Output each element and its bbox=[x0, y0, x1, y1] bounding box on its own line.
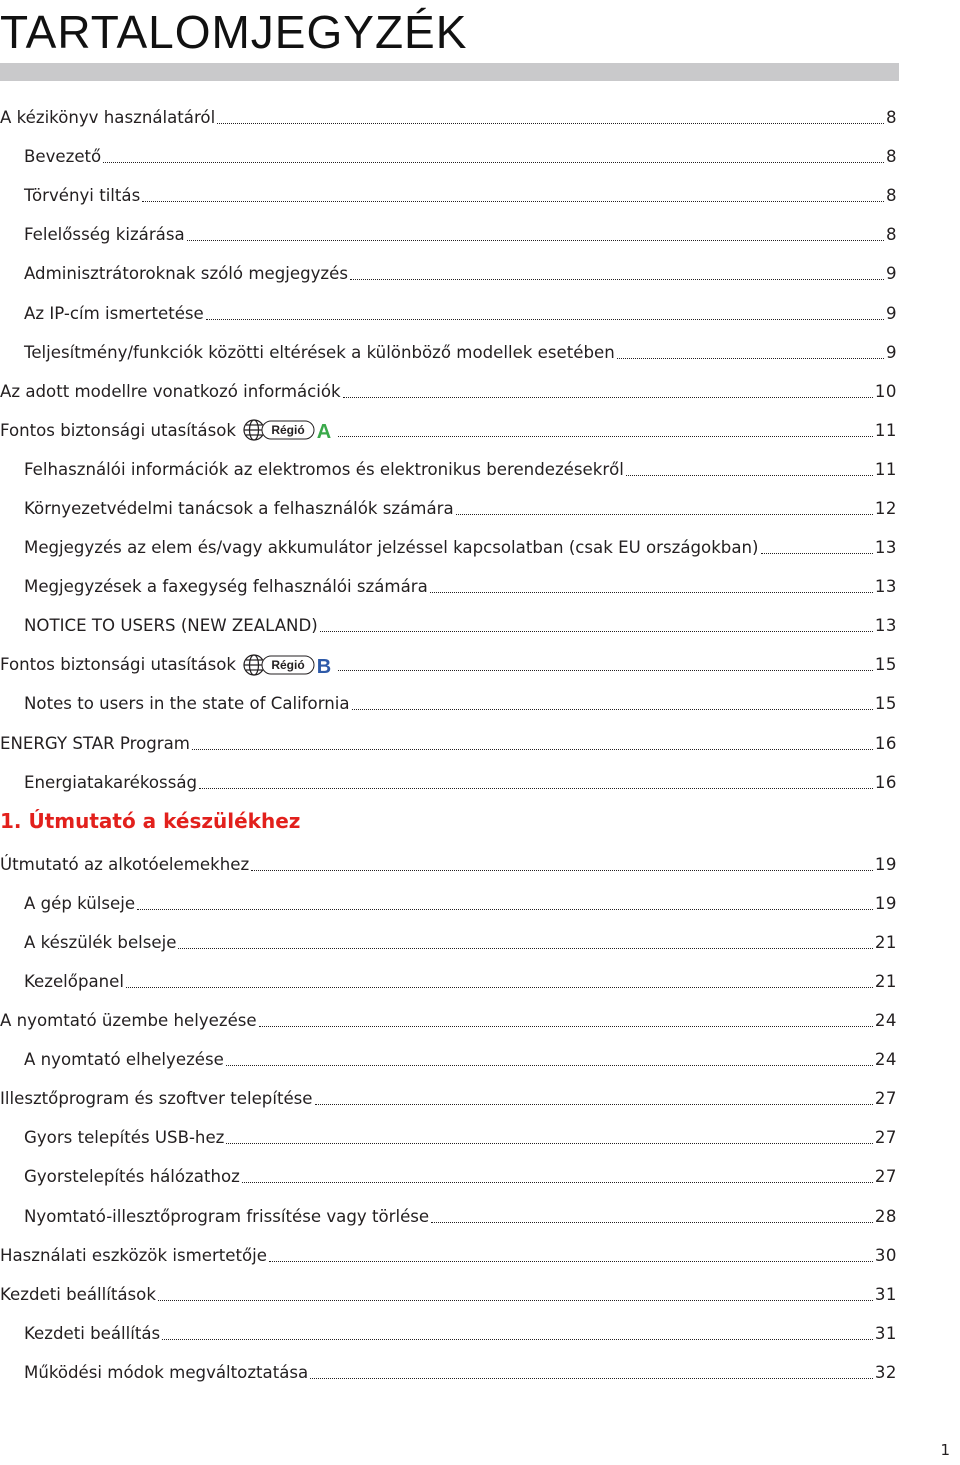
toc-entry-label: Kezdeti beállítás bbox=[24, 1323, 161, 1343]
dot-leader bbox=[226, 1143, 873, 1144]
toc-entry-label: Kezdeti beállítások bbox=[0, 1284, 156, 1304]
toc-entry-label: Az adott modellre vonatkozó információk bbox=[0, 381, 341, 401]
toc-entry[interactable] bbox=[0, 884, 897, 923]
globe-icon bbox=[242, 653, 336, 677]
toc-entry-label: Notes to users in the state of California bbox=[24, 694, 350, 714]
dot-leader bbox=[761, 553, 873, 554]
title-underline-bar bbox=[0, 63, 899, 81]
dot-leader bbox=[456, 514, 873, 515]
toc-entry[interactable] bbox=[0, 333, 897, 372]
toc-entry-label: Bevezető bbox=[24, 147, 102, 167]
toc-entry-page: 8 bbox=[885, 108, 897, 128]
toc-entry-page: 27 bbox=[874, 1089, 897, 1109]
toc-entry[interactable] bbox=[0, 1197, 897, 1236]
page-number: 1 bbox=[940, 1441, 950, 1459]
toc-entry-page: 13 bbox=[874, 616, 897, 636]
dot-leader bbox=[431, 1222, 873, 1223]
toc-entry-page: 9 bbox=[885, 303, 897, 323]
dot-leader bbox=[310, 1378, 873, 1379]
toc-entry-page: 16 bbox=[874, 733, 897, 753]
toc-entry-page: 28 bbox=[874, 1206, 897, 1226]
toc-entry-page: 13 bbox=[874, 577, 897, 597]
dot-leader bbox=[187, 240, 884, 241]
dot-leader bbox=[242, 1182, 873, 1183]
toc-entry[interactable] bbox=[0, 293, 897, 332]
toc-entry-page: 8 bbox=[885, 186, 897, 206]
toc-entry[interactable] bbox=[0, 411, 897, 450]
toc-entry-page: 10 bbox=[874, 381, 897, 401]
toc-entry-page: 21 bbox=[874, 932, 897, 952]
chapter-heading[interactable]: 1. Útmutató a készülékhez bbox=[0, 809, 301, 834]
toc-entry-page: 32 bbox=[874, 1362, 897, 1382]
table-of-contents bbox=[0, 98, 897, 1392]
toc-entry-label: Nyomtató-illesztőprogram frissítése vagy törlése bbox=[24, 1206, 430, 1226]
toc-entry-page: 8 bbox=[885, 225, 897, 245]
toc-entry-label: Megjegyzés az elem és/vagy akkumulátor jelzéssel kapcsolatban (csak EU országokban) bbox=[24, 538, 759, 558]
dot-leader bbox=[617, 358, 884, 359]
dot-leader bbox=[251, 870, 873, 871]
dot-leader bbox=[338, 436, 873, 437]
toc-entry-label: ENERGY STAR Program bbox=[0, 733, 190, 753]
toc-entry-page: 30 bbox=[874, 1245, 897, 1265]
toc-entry-page: 24 bbox=[874, 1050, 897, 1070]
toc-entry[interactable] bbox=[0, 845, 897, 884]
dot-leader bbox=[192, 749, 873, 750]
toc-entry-page: 16 bbox=[874, 772, 897, 792]
toc-entry[interactable] bbox=[0, 1157, 897, 1196]
toc-entry-label: Illesztőprogram és szoftver telepítése bbox=[0, 1089, 313, 1109]
dot-leader bbox=[343, 397, 873, 398]
toc-entry-label: A gép külseje bbox=[24, 893, 136, 913]
toc-entry-page: 27 bbox=[874, 1167, 897, 1187]
toc-entry-label: Energiatakarékosság bbox=[24, 772, 198, 792]
dot-leader bbox=[158, 1300, 873, 1301]
toc-entry[interactable] bbox=[0, 254, 897, 293]
toc-entry[interactable] bbox=[0, 176, 897, 215]
toc-entry-page: 31 bbox=[874, 1323, 897, 1343]
dot-leader bbox=[217, 123, 884, 124]
toc-entry[interactable] bbox=[0, 684, 897, 723]
dot-leader bbox=[142, 201, 884, 202]
toc-entry[interactable] bbox=[0, 1118, 897, 1157]
toc-entry-label: Teljesítmény/funkciók közötti eltérések a különböző modellek esetében bbox=[24, 342, 615, 362]
toc-entry[interactable] bbox=[0, 567, 897, 606]
toc-entry[interactable] bbox=[0, 1079, 897, 1118]
region-a-badge bbox=[242, 418, 336, 442]
toc-entry-page: 31 bbox=[874, 1284, 897, 1304]
region-label: Régió bbox=[271, 657, 305, 672]
dot-leader bbox=[626, 475, 873, 476]
toc-entry-page: 19 bbox=[874, 854, 897, 874]
toc-entry-page: 15 bbox=[874, 655, 897, 675]
toc-entry-label: Használati eszközök ismertetője bbox=[0, 1245, 267, 1265]
toc-entry-label: Az IP-cím ismertetése bbox=[24, 303, 204, 323]
region-letter: A bbox=[316, 421, 332, 443]
toc-entry[interactable] bbox=[0, 724, 897, 763]
toc-entry-page: 11 bbox=[874, 459, 897, 479]
toc-entry-label: Kezelőpanel bbox=[24, 972, 124, 992]
toc-entry[interactable] bbox=[0, 1353, 897, 1392]
toc-entry[interactable] bbox=[0, 923, 897, 962]
toc-entry[interactable] bbox=[0, 962, 897, 1001]
toc-entry-page: 24 bbox=[874, 1011, 897, 1031]
region-letter: B bbox=[316, 655, 332, 677]
dot-leader bbox=[226, 1065, 873, 1066]
toc-entry-label: Működési módok megváltoztatása bbox=[24, 1362, 309, 1382]
region-label: Régió bbox=[271, 423, 305, 438]
toc-entry[interactable] bbox=[0, 606, 897, 645]
toc-entry[interactable] bbox=[0, 1236, 897, 1275]
toc-entry[interactable] bbox=[0, 645, 897, 684]
toc-entry[interactable] bbox=[0, 528, 897, 567]
toc-entry-page: 13 bbox=[874, 538, 897, 558]
toc-entry-page: 9 bbox=[885, 342, 897, 362]
dot-leader bbox=[199, 788, 873, 789]
toc-entry-page: 11 bbox=[874, 420, 897, 440]
toc-entry-label: Útmutató az alkotóelemekhez bbox=[0, 854, 250, 874]
toc-entry-label: Törvényi tiltás bbox=[24, 186, 141, 206]
toc-entry[interactable] bbox=[0, 215, 897, 254]
toc-entry[interactable] bbox=[0, 1275, 897, 1314]
toc-entry-label: A nyomtató üzembe helyezése bbox=[0, 1011, 257, 1031]
toc-entry-page: 21 bbox=[874, 972, 897, 992]
toc-entry-label: A készülék belseje bbox=[24, 932, 177, 952]
page-title: TARTALOMJEGYZÉK bbox=[0, 6, 468, 58]
toc-entry-page: 8 bbox=[885, 147, 897, 167]
globe-icon bbox=[242, 418, 336, 442]
region-b-badge bbox=[242, 653, 336, 677]
toc-entry-label: Felhasználói információk az elektromos és elektronikus berendezésekről bbox=[24, 459, 624, 479]
dot-leader bbox=[269, 1261, 873, 1262]
toc-entry-page: 19 bbox=[874, 893, 897, 913]
toc-entry-label: A nyomtató elhelyezése bbox=[24, 1050, 224, 1070]
toc-entry[interactable] bbox=[0, 489, 897, 528]
dot-leader bbox=[320, 631, 873, 632]
dot-leader bbox=[430, 592, 873, 593]
toc-entry-page: 15 bbox=[874, 694, 897, 714]
dot-leader bbox=[137, 909, 873, 910]
toc-entry-label: Megjegyzések a faxegység felhasználói számára bbox=[24, 577, 428, 597]
dot-leader bbox=[162, 1339, 873, 1340]
toc-entry-label: Fontos biztonsági utasítások bbox=[0, 420, 236, 440]
dot-leader bbox=[352, 709, 873, 710]
toc-entry[interactable] bbox=[0, 1314, 897, 1353]
toc-entry-label: Gyors telepítés USB-hez bbox=[24, 1128, 225, 1148]
dot-leader bbox=[259, 1026, 873, 1027]
toc-entry-label: A kézikönyv használatáról bbox=[0, 108, 216, 128]
toc-entry[interactable] bbox=[0, 98, 897, 137]
toc-entry[interactable] bbox=[0, 137, 897, 176]
dot-leader bbox=[206, 319, 884, 320]
toc-entry-label: NOTICE TO USERS (NEW ZEALAND) bbox=[24, 616, 318, 636]
toc-entry[interactable] bbox=[0, 763, 897, 802]
toc-entry[interactable] bbox=[0, 1040, 897, 1079]
toc-entry[interactable] bbox=[0, 1001, 897, 1040]
dot-leader bbox=[126, 987, 873, 988]
dot-leader bbox=[103, 162, 884, 163]
toc-entry[interactable] bbox=[0, 450, 897, 489]
toc-entry-page: 12 bbox=[874, 498, 897, 518]
toc-entry-label: Felelősség kizárása bbox=[24, 225, 185, 245]
toc-entry-page: 9 bbox=[885, 264, 897, 284]
dot-leader bbox=[350, 279, 884, 280]
toc-entry-label: Fontos biztonsági utasítások bbox=[0, 655, 236, 675]
toc-entry-label: Gyorstelepítés hálózathoz bbox=[24, 1167, 240, 1187]
toc-entry-page: 27 bbox=[874, 1128, 897, 1148]
toc-entry-label: Adminisztrátoroknak szóló megjegyzés bbox=[24, 264, 348, 284]
toc-entry-label: Környezetvédelmi tanácsok a felhasználók számára bbox=[24, 498, 454, 518]
dot-leader bbox=[315, 1104, 873, 1105]
dot-leader bbox=[178, 948, 872, 949]
toc-entry[interactable] bbox=[0, 372, 897, 411]
dot-leader bbox=[338, 670, 873, 671]
